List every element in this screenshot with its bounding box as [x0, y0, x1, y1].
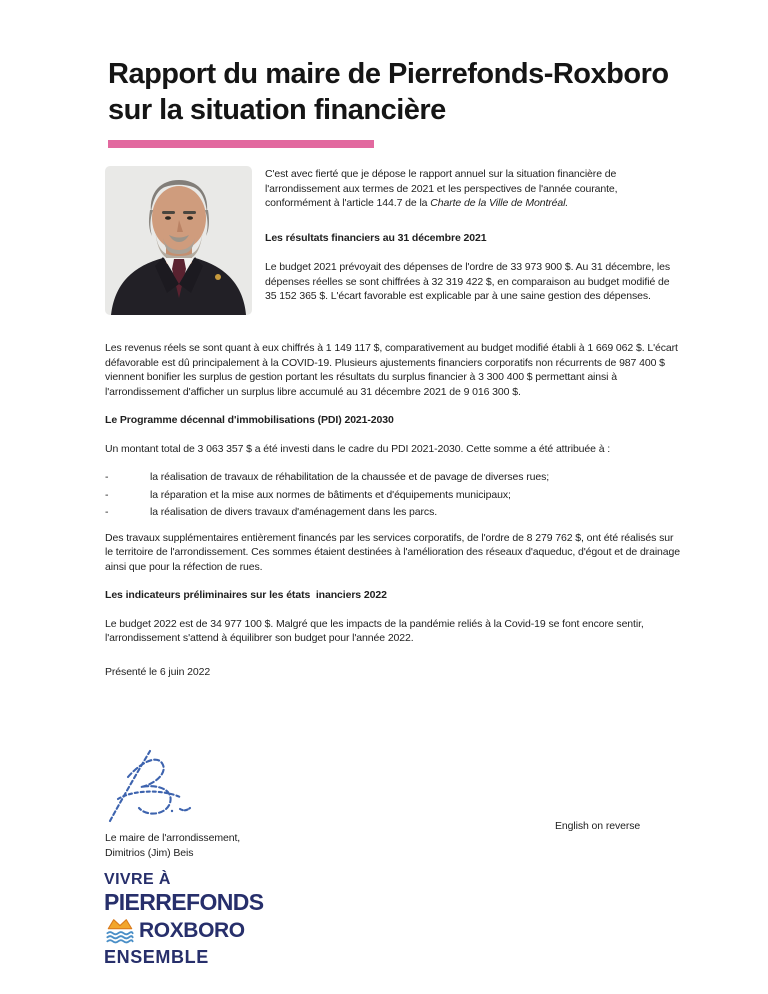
signoff-block	[105, 831, 240, 860]
presented-date: Présenté le 6 juin 2022	[105, 665, 211, 678]
logo-line-pierrefonds: PIERREFONDS	[104, 889, 264, 915]
list-item	[105, 505, 682, 520]
bullet-text: la réalisation de divers travaux d'aménagement dans les parcs.	[150, 506, 438, 518]
list-item	[105, 470, 682, 485]
mayor-signature	[100, 745, 215, 830]
logo-line-vivre-a: VIVRE À	[104, 871, 171, 888]
paragraph-travaux: Des travaux supplémentaires entièrement financés par les services corporatifs, de l'ordre de 8 279 762 $, ont été réalisés sur le territoire de l'arrondissement. Ces sommes étaient destinées à l'amélioration des réseaux d'aqueduc, d'égout et de drainage ainsi que pour la réfection de rues.	[105, 531, 681, 573]
borough-logo	[104, 872, 264, 966]
page-title-line1: Rapport du maire de Pierrefonds-Roxboro	[108, 58, 669, 90]
bullet-text: la réalisation de travaux de réhabilitation de la chaussée et de pavage de diverses rues;	[150, 471, 550, 483]
logo-line-roxboro: ROXBORO	[139, 919, 245, 942]
heading-pdi: Le Programme décennal d'immobilisations (PDI) 2021-2030	[105, 414, 394, 426]
mayor-photo	[105, 166, 252, 315]
heading-resultats-financiers: Les résultats financiers au 31 décembre 2021	[265, 231, 487, 244]
page-title-line2: sur la situation financière	[108, 93, 446, 126]
intro-paragraph-text: C'est avec fierté que je dépose le rapport annuel sur la situation financière de l'arrondissement aux termes de 2021 et les perspectives de l'année courante, conformément à l'article 144.7 de la	[265, 168, 618, 209]
paragraph-revenus: Les revenus réels se sont quant à eux chiffrés à 1 149 117 $, comparativement au budget modifié établi à 1 669 062 $. L'écart défavorable est dû principalement à la COVID-19. Plusieurs ajustements financiers corporatifs non récurrents de 987 400 $ viennent bonifier les surplus de gestion portant les résultats du surplus financier à 3 300 400 $ permettant ainsi à l'arrondissement d'afficher un surplus libre accumulé au 31 décembre 2021 de 9 016 300 $.	[105, 342, 678, 398]
intro-paragraph	[265, 167, 682, 211]
paragraph-pdi: Un montant total de 3 063 357 $ a été investi dans le cadre du PDI 2021-2030. Cette somme a été attribuée à :	[105, 442, 611, 455]
intro-column	[265, 167, 682, 318]
bullet-text: la réparation et la mise aux normes de bâtiments et d'équipements municipaux;	[150, 488, 511, 501]
logo-line-ensemble: ENSEMBLE	[104, 947, 209, 967]
paragraph-budget-2021: Le budget 2021 prévoyait des dépenses de l'ordre de 33 973 900 $. Au 31 décembre, les dépenses réelles se sont chiffrées à 32 319 422 $, en comparaison au budget modifié de 35 152 365 $. L'écart favorable est explicable par à une saine gestion des dépenses.	[265, 261, 671, 302]
english-on-reverse-note: English on reverse	[555, 820, 641, 832]
list-item	[105, 488, 682, 503]
bullet-dash: -	[105, 506, 109, 518]
signoff-role: Le maire de l'arrondissement,	[105, 832, 241, 844]
body-column	[105, 341, 682, 693]
signoff-name: Dimitrios (Jim) Beis	[105, 846, 194, 859]
heading-indicateurs: Les indicateurs préliminaires sur les états inanciers 2022	[105, 589, 387, 601]
crown-waves-icon	[104, 917, 136, 944]
pdi-bullet-list	[105, 470, 682, 520]
bullet-dash: -	[105, 488, 109, 501]
page-title	[108, 57, 728, 129]
charte-reference-italic: Charte de la Ville de Montréal.	[430, 197, 569, 209]
bullet-dash: -	[105, 471, 109, 483]
paragraph-budget-2022: Le budget 2022 est de 34 977 100 $. Malgré que les impacts de la pandémie reliés à la Covid-19 se font encore sentir, l'arrondissement s'attend à équilibrer son budget pour l'année 2022.	[105, 617, 644, 644]
title-accent-bar	[108, 140, 374, 148]
